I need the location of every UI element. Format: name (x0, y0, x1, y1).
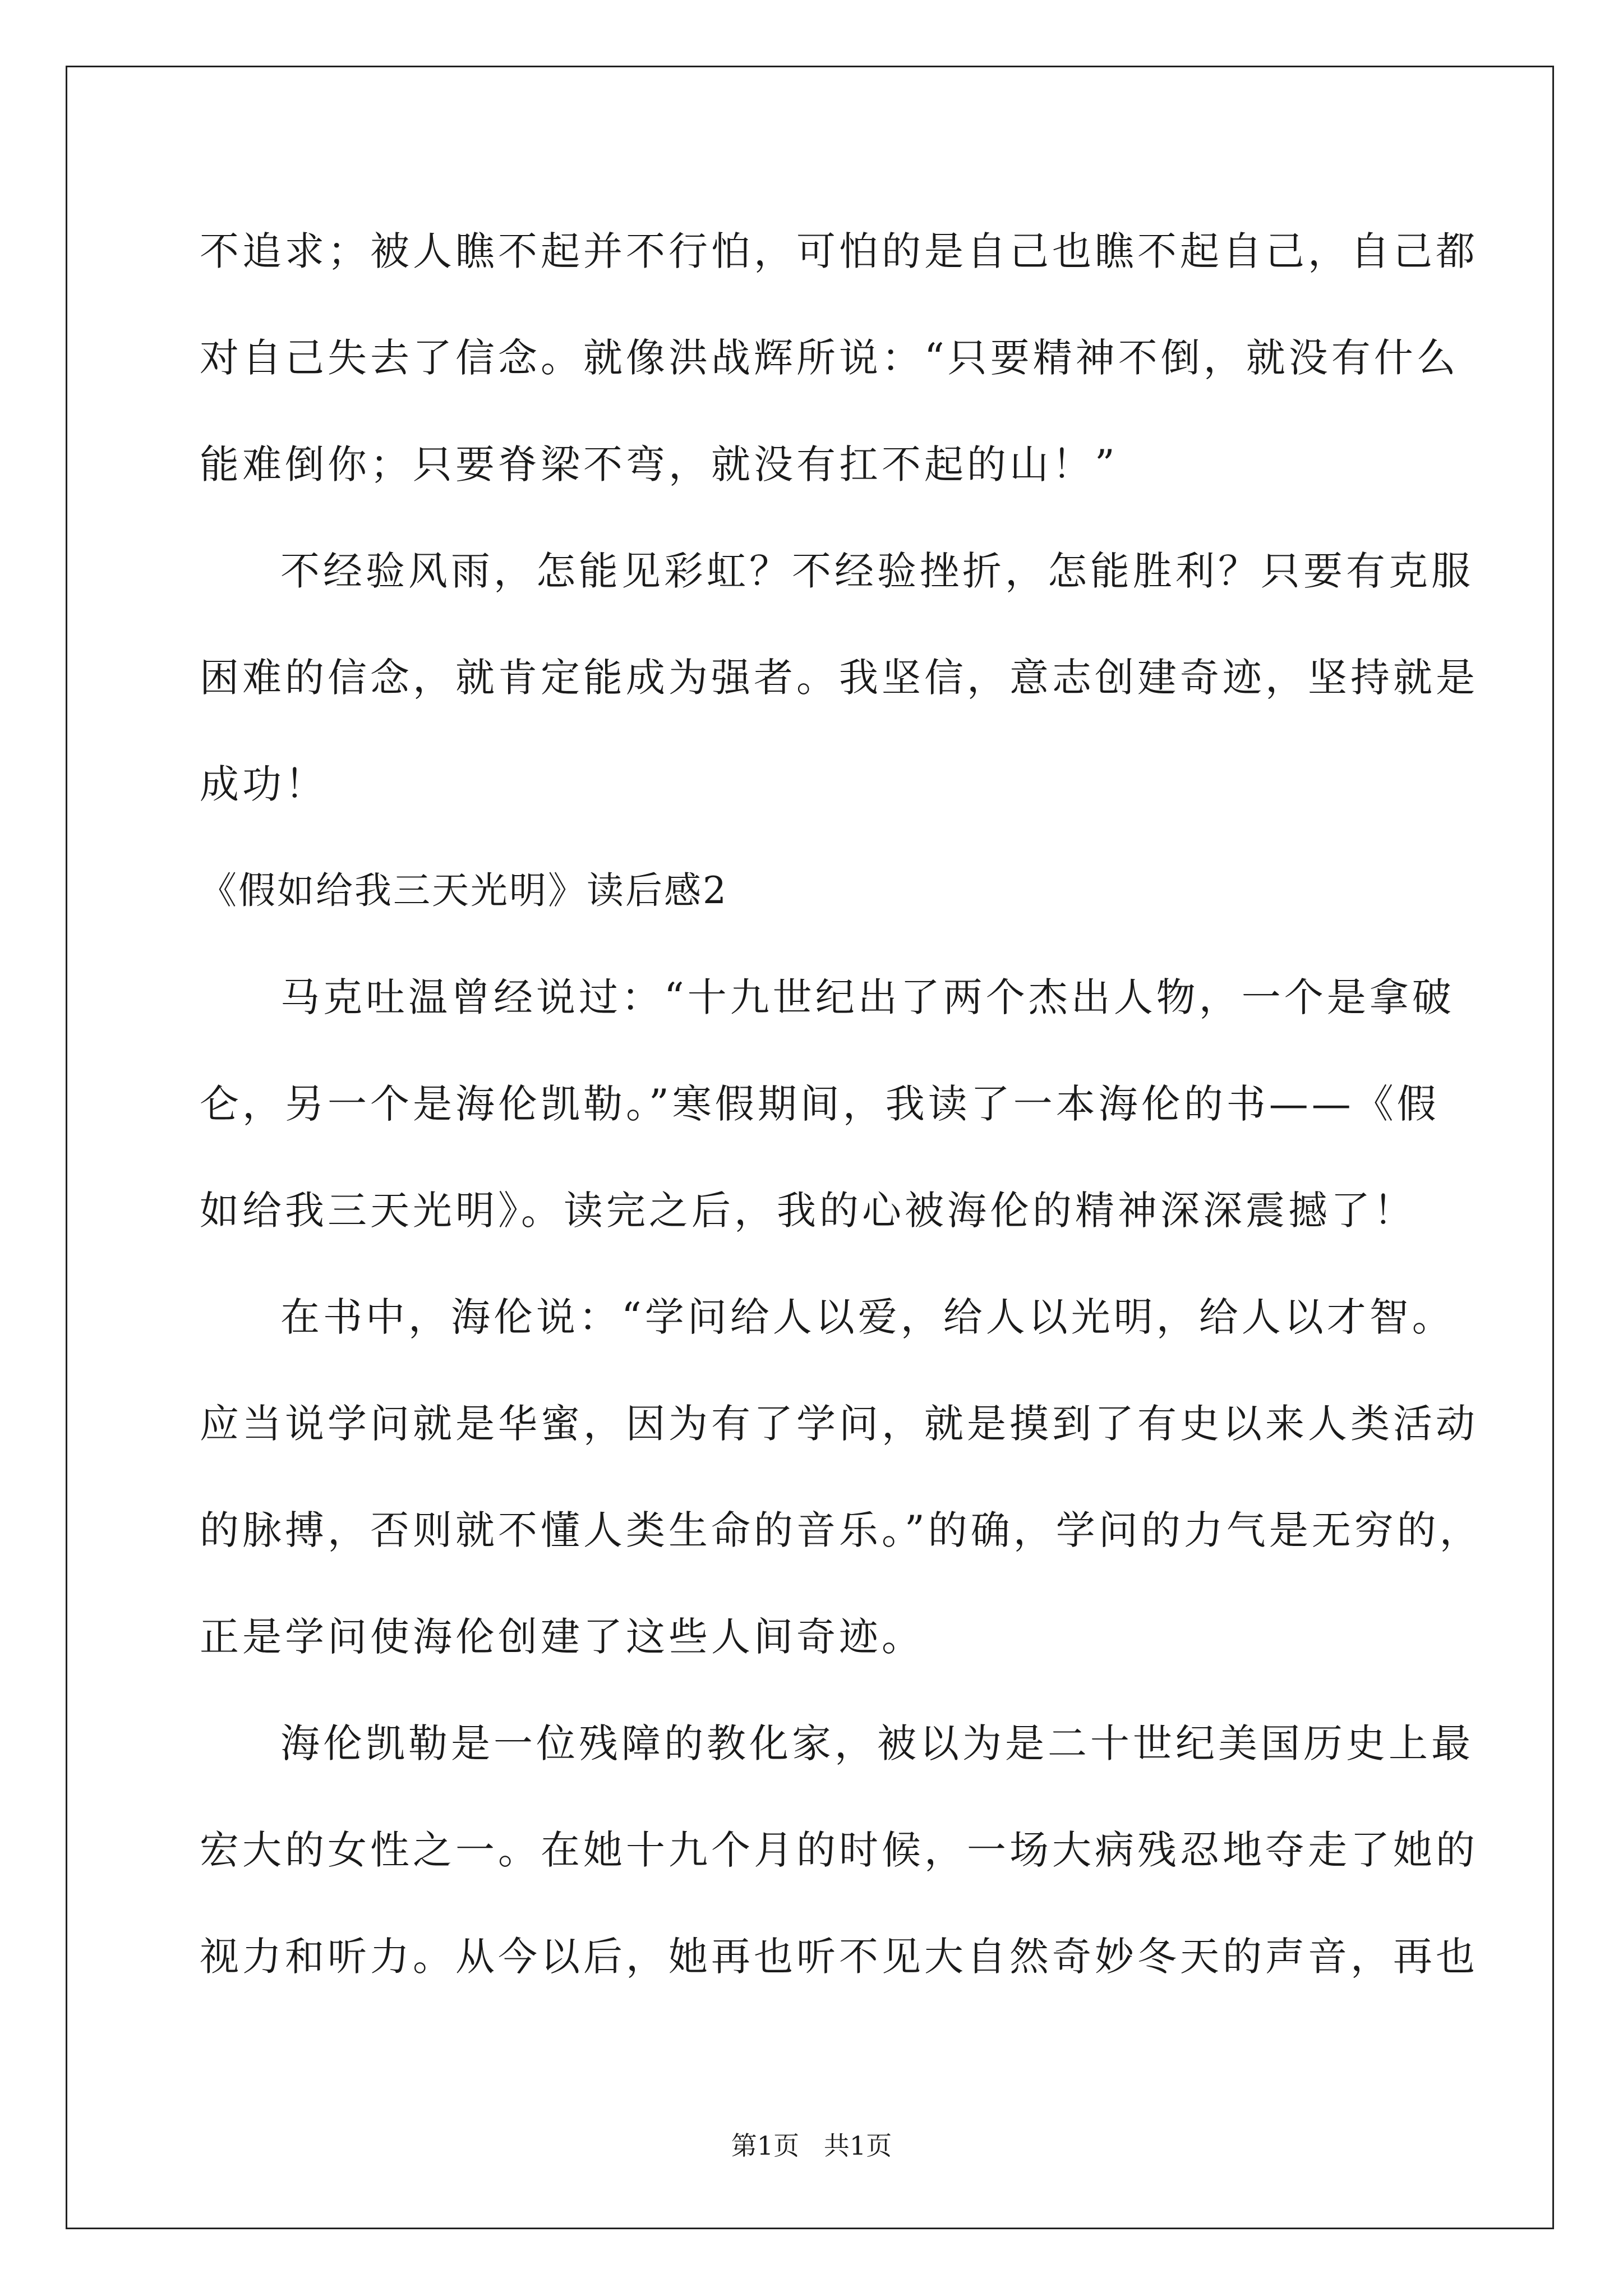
page-number-footer: 第1页 共1页 (731, 2131, 892, 2161)
paragraph-line: 对自己失去了信念。就像洪战辉所说：“只要精神不倒，就没有什么 (200, 335, 1459, 381)
paragraph-line: 在书中，海伦说：“学问给人以爱，给人以光明，给人以才智。 (280, 1294, 1455, 1340)
paragraph-line: 视力和听力。从今以后，她再也听不见大自然奇妙冬天的声音，再也 (200, 1934, 1478, 1980)
paragraph-line: 困难的信念，就肯定能成为强者。我坚信，意志创建奇迹，坚持就是 (200, 655, 1478, 701)
paragraph-line: 仑，另一个是海伦凯勒。”寒假期间，我读了一本海伦的书——《假 (200, 1081, 1440, 1127)
paragraph-line: 的脉搏，否则就不懂人类生命的音乐。”的确，学问的力气是无穷的， (200, 1507, 1482, 1553)
paragraph-line: 正是学问使海伦创建了这些人间奇迹。 (200, 1614, 924, 1660)
paragraph-line: 应当说学问就是华蜜，因为有了学问，就是摸到了有史以来人类活动 (200, 1401, 1478, 1447)
paragraph-line: 成功！ (200, 761, 328, 807)
paragraph-line: 如给我三天光明》。读完之后，我的心被海伦的精神深深震撼了！ (200, 1188, 1416, 1234)
paragraph-line: 马克吐温曾经说过：“十九世纪出了两个杰出人物，一个是拿破 (280, 974, 1455, 1020)
paragraph-line: 不经验风雨，怎能见彩虹？不经验挫折，怎能胜利？只要有克服 (280, 548, 1474, 594)
paragraph-line: 能难倒你；只要脊梁不弯，就没有扛不起的山！” (200, 441, 1118, 487)
section-heading: 《假如给我三天光明》读后感2 (200, 869, 728, 912)
page-border (66, 66, 1554, 2229)
paragraph-line: 宏大的女性之一。在她十九个月的时候，一场大病残忍地夺走了她的 (200, 1827, 1478, 1873)
paragraph-line: 海伦凯勒是一位残障的教化家，被以为是二十世纪美国历史上最 (280, 1720, 1474, 1766)
paragraph-line: 不追求；被人瞧不起并不行怕，可怕的是自己也瞧不起自己，自己都 (200, 228, 1478, 274)
